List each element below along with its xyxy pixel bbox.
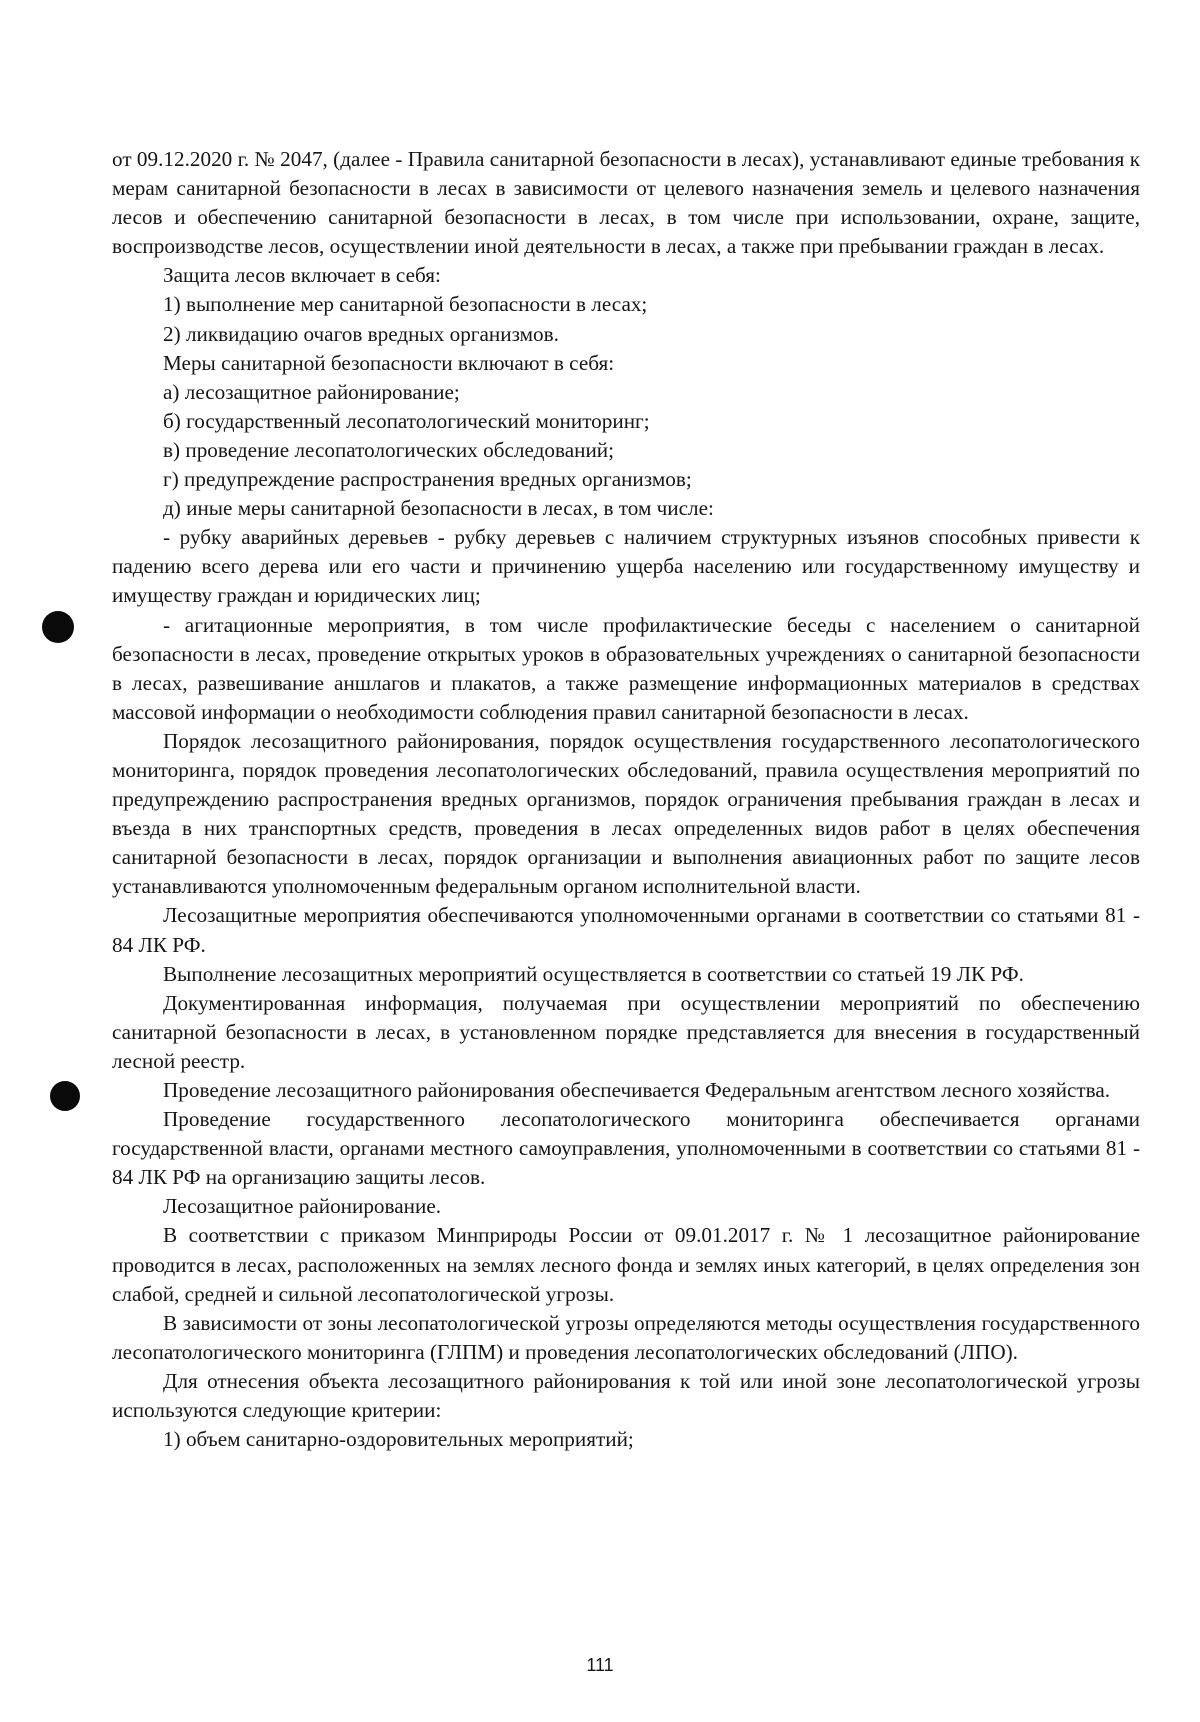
punch-hole <box>50 1081 80 1111</box>
list-item: а) лесозащитное районирование; <box>163 379 460 404</box>
list-item: в) проведение лесопатологических обследований; <box>163 437 615 462</box>
section-heading: Лесозащитное районирование. <box>163 1194 442 1219</box>
paragraph: Проведение государственного лесопатологического мониторинга обеспечивается органами государственной власти, органами местного самоуправления, уполномоченными в соответствии со статьями 81 - 84 ЛК РФ на организацию защиты лесов. <box>112 1107 1140 1190</box>
list-item: г) предупреждение распространения вредных организмов; <box>163 467 692 492</box>
list-item: 1) выполнение мер санитарной безопасности в лесах; <box>163 292 648 317</box>
bullet-paragraph: - агитационные мероприятия, в том числе профилактические беседы с населением о санитарной безопасности в лесах, проведение открытых уроков в образовательных учреждениях о санитарной безопасности в лесах, развешивание аншлагов и плакатов, а также размещение информационных материалов в средствах массовой информации о необходимости соблюдения правил санитарной безопасности в лесах. <box>112 612 1140 724</box>
paragraph: от 09.12.2020 г. № 2047, (далее - Правила санитарной безопасности в лесах), устанавливают единые требования к мерам санитарной безопасности в лесах в зависимости от целевого назначения земель и целевого назначения лесов и обеспечению санитарной безопасности в лесах, в том числе при использовании, охране, защите, воспроизводстве лесов, осуществлении иной деятельности в лесах, а также при пребывании граждан в лесах. <box>112 147 1140 259</box>
paragraph: Выполнение лесозащитных мероприятий осуществляется в соответствии со статьей 19 ЛК РФ. <box>163 961 1024 986</box>
paragraph: Порядок лесозащитного районирования, порядок осуществления государственного лесопатологического мониторинга, порядок проведения лесопатологических обследований, правила осуществления мероприятий по предупреждению распространения вредных организмов, порядок ограничения пребывания граждан в лесах и въезда в них транспортных средств, проведения в лесах определенных видов работ в целях обеспечения санитарной безопасности в лесах, порядок организации и выполнения авиационных работ по защите лесов устанавливаются уполномоченным федеральным органом исполнительной власти. <box>112 728 1140 899</box>
page-number: 111 <box>586 1655 614 1675</box>
list-item: б) государственный лесопатологический мониторинг; <box>163 408 650 433</box>
paragraph: В соответствии с приказом Минприроды России от 09.01.2017 г. № 1 лесозащитное районирование проводится в лесах, расположенных на землях лесного фонда и землях иных категорий, в целях определения зон слабой, средней и сильной лесопатологической угрозы. <box>112 1223 1140 1306</box>
list-item: 1) объем санитарно-оздоровительных мероприятий; <box>163 1427 634 1452</box>
document-body <box>112 145 1140 1454</box>
paragraph: Проведение лесозащитного районирования обеспечивается Федеральным агентством лесного хозяйства. <box>163 1078 1111 1102</box>
paragraph: В зависимости от зоны лесопатологической угрозы определяются методы осуществления государственного лесопатологического мониторинга (ГЛПМ) и проведения лесопатологических обследований (ЛПО). <box>112 1310 1140 1364</box>
paragraph: Защита лесов включает в себя: <box>163 263 441 288</box>
paragraph: Для отнесения объекта лесозащитного районирования к той или иной зоне лесопатологической угрозы используются следующие критерии: <box>112 1368 1140 1423</box>
list-item: 2) ликвидацию очагов вредных организмов. <box>163 321 559 346</box>
paragraph: Лесозащитные мероприятия обеспечиваются уполномоченными органами в соответствии со статьями 81 - 84 ЛК РФ. <box>112 903 1140 957</box>
punch-hole <box>42 611 74 643</box>
bullet-paragraph: - рубку аварийных деревьев - рубку деревьев с наличием структурных изъянов способных привести к падению всего дерева или его части и причинению ущерба населению или государственному имуществу и имуществу граждан и юридических лиц; <box>112 525 1140 608</box>
paragraph: Документированная информация, получаемая при осуществлении мероприятий по обеспечению санитарной безопасности в лесах, в установленном порядке представляется для внесения в государственный лесной реестр. <box>112 990 1140 1073</box>
list-item: д) иные меры санитарной безопасности в лесах, в том числе: <box>163 496 714 521</box>
paragraph: Меры санитарной безопасности включают в себя: <box>163 350 615 375</box>
